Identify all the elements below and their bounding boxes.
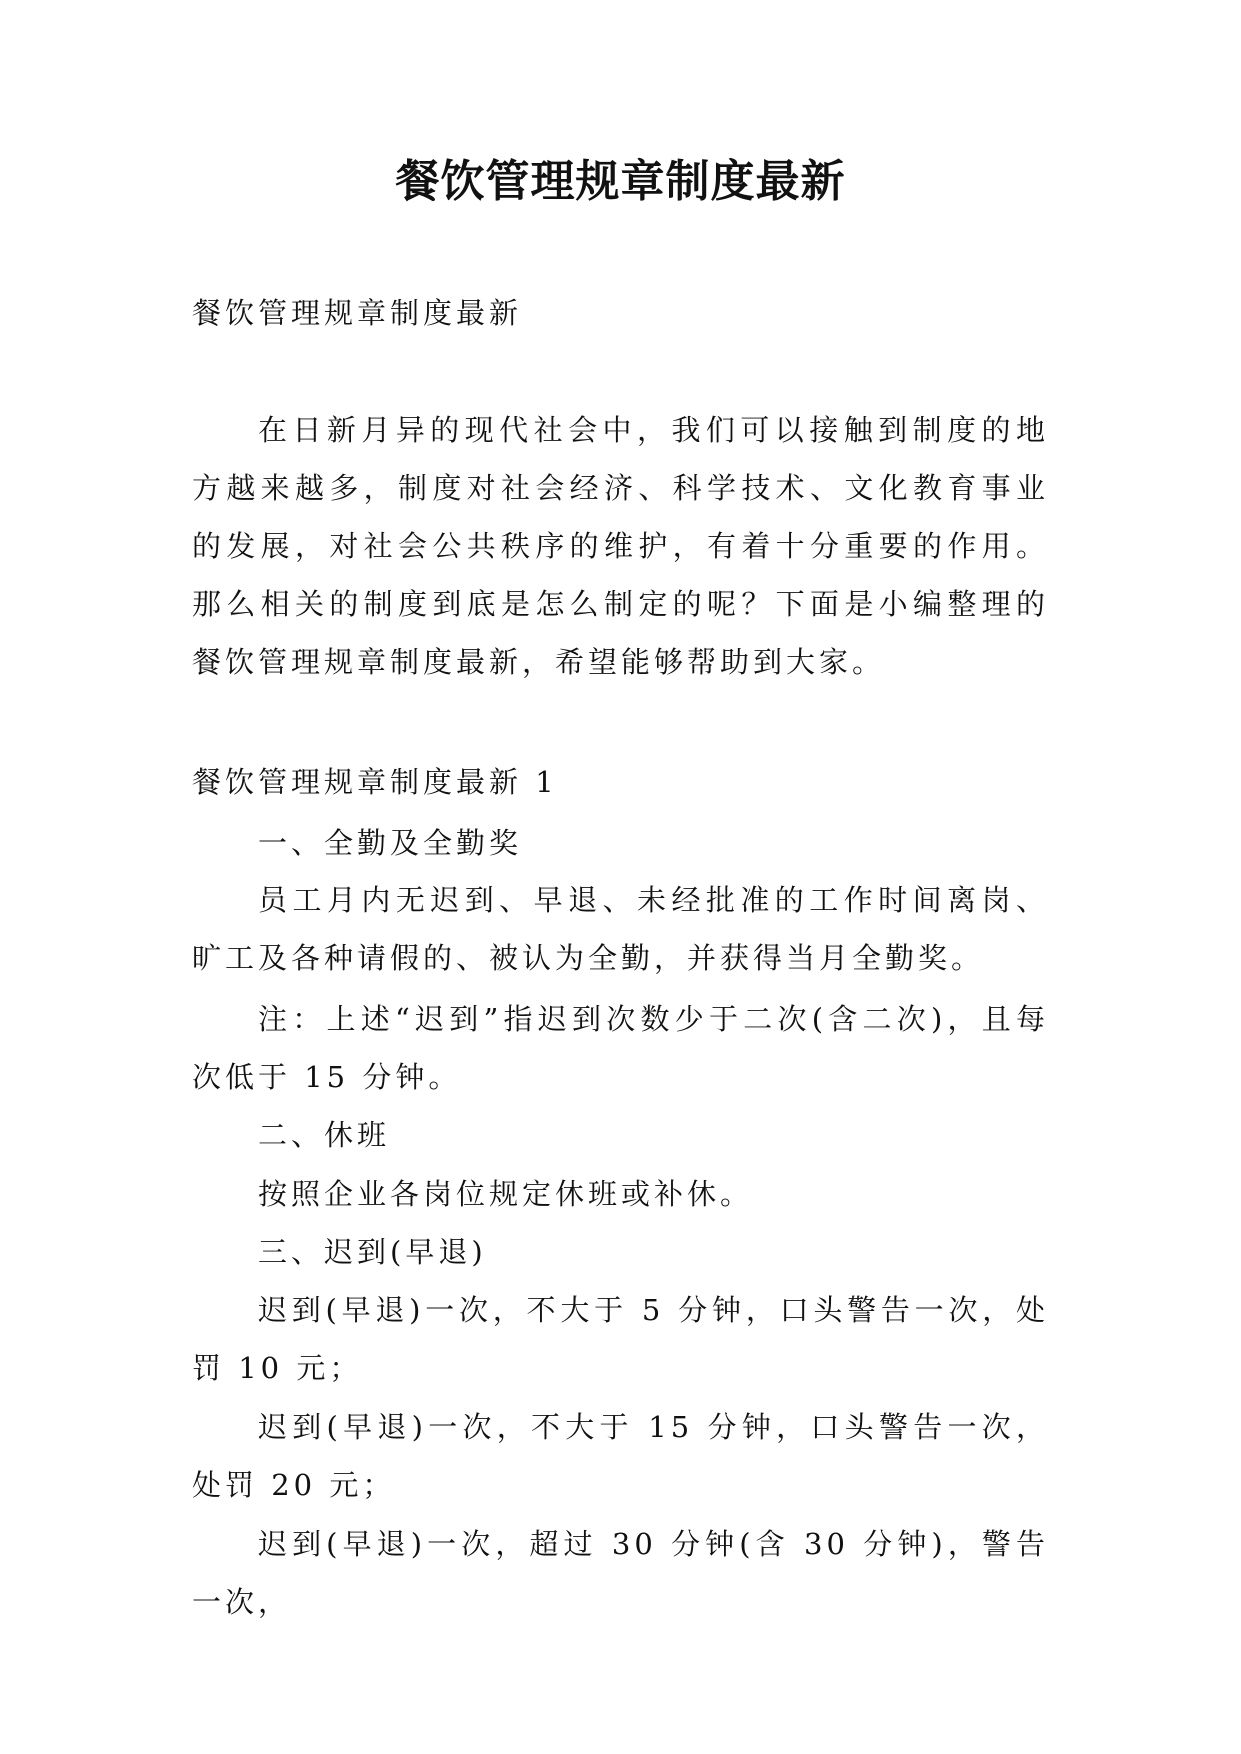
section-heading: 餐饮管理规章制度最新 1 — [192, 765, 558, 799]
document-subtitle: 餐饮管理规章制度最新 — [192, 296, 523, 330]
item-heading-attendance: 一、全勤及全勤奖 — [258, 826, 523, 860]
late-rule-paragraph: 迟到(早退)一次，超过 30 分钟(含 30 分钟)，警告一次， — [192, 1527, 1049, 1619]
item-note-attendance: 注：上述“迟到”指迟到次数少于二次(含二次)，且每次低于 15 分钟。 — [192, 1002, 1049, 1094]
late-rule-paragraph: 迟到(早退)一次，不大于 5 分钟，口头警告一次，处罚 10 元； — [192, 1293, 1049, 1385]
document-title: 餐饮管理规章制度最新 — [395, 156, 846, 207]
item-heading-late: 三、迟到(早退) — [258, 1235, 487, 1269]
item-heading-rest: 二、休班 — [258, 1118, 391, 1152]
intro-paragraph: 在日新月异的现代社会中，我们可以接触到制度的地方越来越多，制度对社会经济、科学技术、文化教育事业的发展，对社会公共秩序的维护，有着十分重要的作用。那么相关的制度到底是怎么制定的呢？下面是小编整理的餐饮管理规章制度最新，希望能够帮助到大家。 — [192, 413, 1049, 679]
item-text-rest: 按照企业各岗位规定休班或补休。 — [258, 1177, 754, 1211]
late-rule-paragraph: 迟到(早退)一次，不大于 15 分钟，口头警告一次，处罚 20 元； — [192, 1410, 1049, 1502]
item-text-attendance: 员工月内无迟到、早退、未经批准的工作时间离岗、旷工及各种请假的、被认为全勤，并获得当月全勤奖。 — [192, 883, 1049, 975]
